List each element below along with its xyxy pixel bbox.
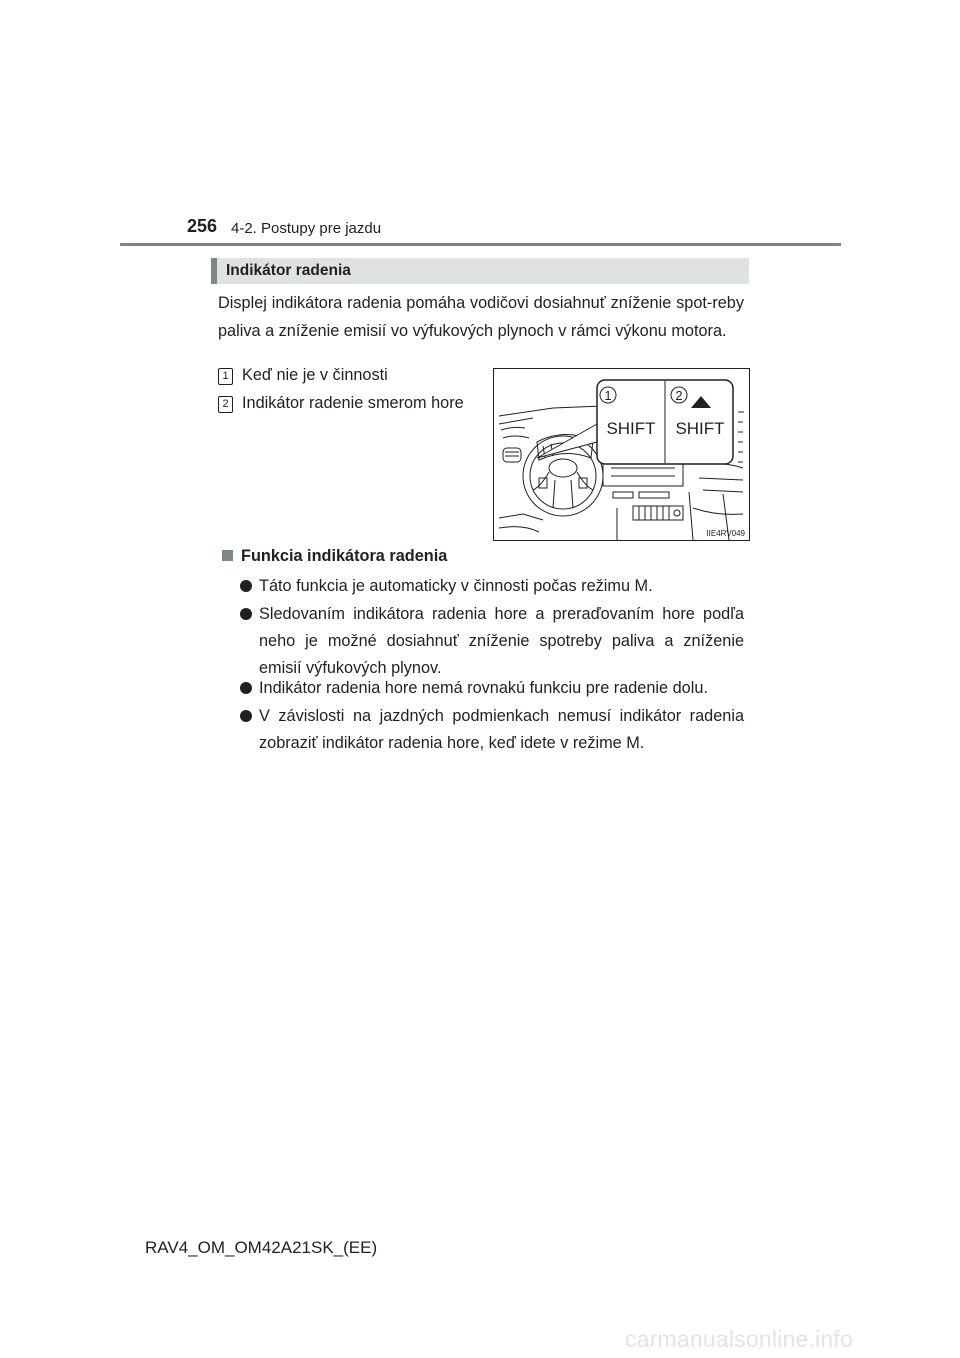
bullet-dot-icon — [240, 710, 252, 722]
section-accent — [211, 258, 217, 284]
figure-code: IIE4RV049 — [706, 529, 745, 538]
chapter-title: 4-2. Postupy pre jazdu — [231, 220, 382, 237]
callout-item-2 — [218, 392, 464, 414]
callout-text-1: Keď nie je v činnosti — [242, 366, 388, 384]
figure-label-1: 1 — [604, 388, 612, 403]
header-rule — [120, 243, 841, 246]
shift-indicator-illustration — [493, 368, 750, 541]
callout-text-2: Indikátor radenie smerom hore — [242, 394, 464, 412]
bullet-item — [240, 573, 744, 600]
bullet-text: Táto funkcia je automaticky v činnosti počas režimu M. — [259, 577, 653, 595]
bullet-text: Sledovaním indikátora radenia hore a preraďovaním hore podľa neho je možné dosiahnuť zníženie spotreby paliva a zníženie emisií výfukových plynov. — [259, 605, 744, 677]
shift-label-1: SHIFT — [606, 419, 656, 438]
document-code: RAV4_OM_OM42A21SK_(EE) — [145, 1238, 378, 1257]
callout-number-2: 2 — [218, 396, 233, 413]
subsection-title: Funkcia indikátora radenia — [241, 547, 448, 565]
bullet-text: Indikátor radenia hore nemá rovnakú funkciu pre radenie dolu. — [259, 679, 708, 697]
figure-label-2: 2 — [675, 388, 683, 403]
shift-label-2: SHIFT — [675, 419, 725, 438]
bullet-dot-icon — [240, 580, 252, 592]
section-heading-bar — [211, 258, 749, 284]
section-title: Indikátor radenia — [226, 262, 351, 279]
watermark: carmanualsonline.info — [625, 1326, 853, 1352]
bullet-item — [240, 703, 744, 757]
callout-item-1 — [218, 364, 388, 386]
bullet-dot-icon — [240, 682, 252, 694]
intro-paragraph: Displej indikátora radenia pomáha vodičovi dosiahnuť zníženie spot-reby paliva a zníženie emisií vo výfukových plynoch v rámci výkonu motora. — [218, 294, 744, 340]
bullet-dot-icon — [240, 608, 252, 620]
callout-number-1: 1 — [218, 368, 233, 385]
square-bullet-icon — [222, 550, 233, 561]
bullet-text: V závislosti na jazdných podmienkach nemusí indikátor radenia zobraziť indikátor radenia hore, keď idete v režime M. — [259, 707, 744, 752]
page-number: 256 — [187, 216, 218, 236]
subsection-heading — [222, 547, 447, 566]
bullet-item — [240, 601, 744, 682]
bullet-item — [240, 675, 744, 702]
